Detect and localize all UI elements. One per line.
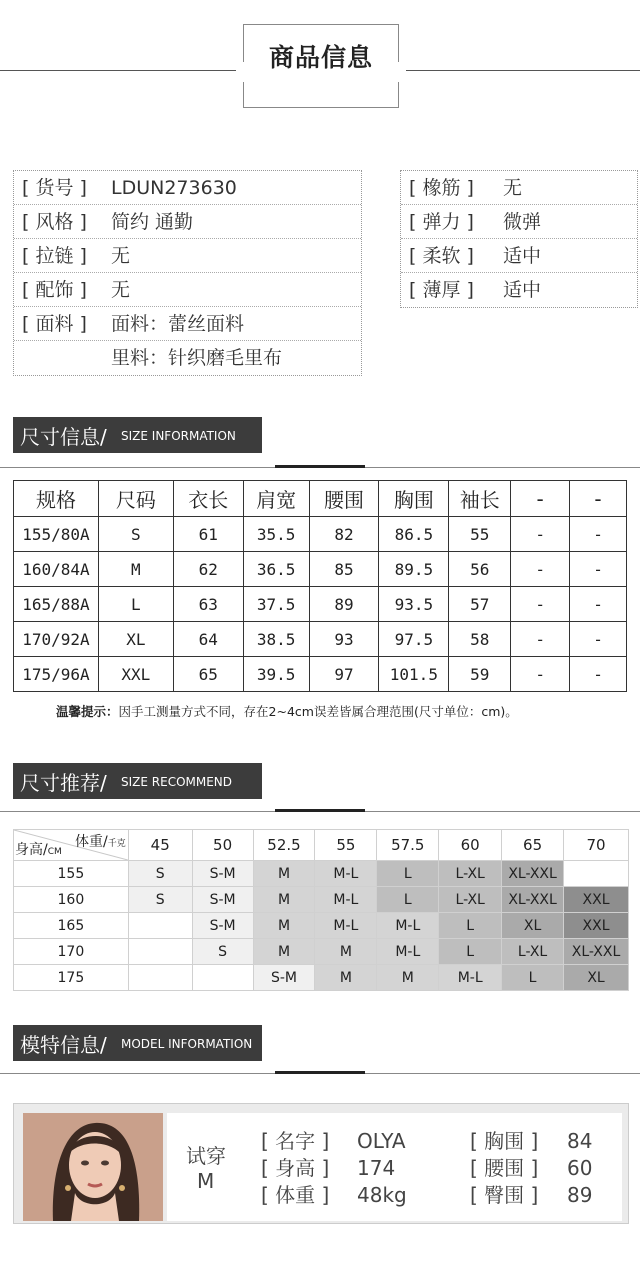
size-cell: - <box>511 552 570 587</box>
weight-header-cell: 65 <box>502 830 564 861</box>
size-header-cell: 腰围 <box>309 481 379 517</box>
recommend-cell <box>128 965 192 991</box>
recommend-cell <box>128 913 192 939</box>
size-cell: 89 <box>309 587 379 622</box>
height-cell: 165 <box>14 913 129 939</box>
table-row <box>14 913 629 939</box>
size-cell: S <box>98 517 173 552</box>
recommend-cell: S-M <box>192 913 253 939</box>
info-value: 简约 通勤 <box>111 211 194 233</box>
table-row <box>14 517 627 552</box>
size-cell: 39.5 <box>243 657 309 692</box>
size-table <box>13 480 627 692</box>
size-cell: L <box>98 587 173 622</box>
info-key: [ 柔软 ] <box>409 245 474 267</box>
size-cell: - <box>511 622 570 657</box>
heading-en: SIZE INFORMATION <box>121 429 236 443</box>
size-cell: - <box>511 587 570 622</box>
height-cell: 160 <box>14 887 129 913</box>
recommend-cell: S <box>128 861 192 887</box>
try-label: 试穿 <box>186 1144 226 1168</box>
size-cell: XXL <box>98 657 173 692</box>
size-cell: 62 <box>173 552 243 587</box>
height-value: 174 <box>357 1156 396 1180</box>
size-cell: 160/84A <box>14 552 99 587</box>
size-info-heading <box>13 417 262 453</box>
size-cell: 93 <box>309 622 379 657</box>
recommend-cell: M <box>377 965 439 991</box>
recommend-cell: M-L <box>439 965 502 991</box>
info-value: 适中 <box>503 279 542 301</box>
model-card <box>13 1103 629 1224</box>
size-cell: 57 <box>449 587 511 622</box>
size-cell: 37.5 <box>243 587 309 622</box>
info-key: [ 面料 ] <box>22 313 87 335</box>
size-cell: 170/92A <box>14 622 99 657</box>
recommend-cell: L-XL <box>439 861 502 887</box>
size-cell: 55 <box>449 517 511 552</box>
info-row-zipper <box>14 239 361 273</box>
recommend-cell: M <box>253 939 315 965</box>
heading-en: SIZE RECOMMEND <box>121 775 233 789</box>
recommend-cell: S <box>192 939 253 965</box>
size-recommend-heading <box>13 763 262 799</box>
size-tip <box>56 702 518 720</box>
table-row <box>14 657 627 692</box>
size-header-cell: - <box>570 481 627 517</box>
recommend-cell: M <box>253 913 315 939</box>
info-key: [ 橡筋 ] <box>409 177 474 199</box>
recommend-cell: M-L <box>377 939 439 965</box>
size-cell: 86.5 <box>379 517 449 552</box>
model-portrait-image <box>23 1113 163 1221</box>
recommend-cell <box>128 939 192 965</box>
recommend-cell: M <box>315 939 377 965</box>
section-mark <box>275 465 365 468</box>
height-key: [ 身高 ] <box>261 1156 330 1180</box>
try-size: M <box>197 1169 215 1193</box>
info-value: 适中 <box>503 245 542 267</box>
tip-label: 温馨提示： <box>56 704 119 719</box>
table-row <box>14 887 629 913</box>
size-cell: - <box>570 517 627 552</box>
size-cell: 165/88A <box>14 587 99 622</box>
size-header-cell: 衣长 <box>173 481 243 517</box>
table-row <box>14 552 627 587</box>
info-key: [ 薄厚 ] <box>409 279 474 301</box>
recommend-cell: M-L <box>377 913 439 939</box>
info-value: 面料：蕾丝面料 <box>111 313 245 335</box>
recommend-cell: L <box>502 965 564 991</box>
size-cell: 85 <box>309 552 379 587</box>
recommend-cell: L <box>439 913 502 939</box>
waist-value: 60 <box>567 1156 593 1180</box>
recommend-header-row <box>14 830 629 861</box>
bust-key: [ 胸围 ] <box>470 1129 539 1153</box>
corner-height-label: 身高/CM <box>15 842 62 858</box>
size-cell: 56 <box>449 552 511 587</box>
recommend-cell: S-M <box>192 861 253 887</box>
heading-cn: 模特信息/ <box>20 1033 107 1057</box>
size-recommend-table <box>13 829 629 991</box>
table-row <box>14 587 627 622</box>
size-cell: 93.5 <box>379 587 449 622</box>
size-cell: - <box>511 657 570 692</box>
recommend-cell: L-XL <box>502 939 564 965</box>
recommend-cell: XL-XXL <box>502 861 564 887</box>
size-cell: 38.5 <box>243 622 309 657</box>
info-key: [ 风格 ] <box>22 211 87 233</box>
info-value: LDUN273630 <box>111 177 237 199</box>
size-cell: 155/80A <box>14 517 99 552</box>
table-row <box>14 965 629 991</box>
size-header-cell: 胸围 <box>379 481 449 517</box>
height-cell: 175 <box>14 965 129 991</box>
heading-cn: 尺寸信息/ <box>20 425 107 449</box>
info-row-style <box>14 205 361 239</box>
model-info-heading <box>13 1025 262 1061</box>
size-cell: - <box>570 657 627 692</box>
weight-key: [ 体重 ] <box>261 1183 330 1207</box>
size-cell: - <box>570 552 627 587</box>
waist-key: [ 腰围 ] <box>470 1156 539 1180</box>
info-row-elastic-band <box>401 171 637 205</box>
size-cell: 35.5 <box>243 517 309 552</box>
info-row-accessory <box>14 273 361 307</box>
heading-cn: 尺寸推荐/ <box>20 771 107 795</box>
info-value: 无 <box>111 245 131 267</box>
size-cell: XL <box>98 622 173 657</box>
size-cell: - <box>511 517 570 552</box>
size-cell: 175/96A <box>14 657 99 692</box>
recommend-cell: S-M <box>253 965 315 991</box>
height-cell: 170 <box>14 939 129 965</box>
info-key: [ 货号 ] <box>22 177 87 199</box>
size-cell: 82 <box>309 517 379 552</box>
weight-header-cell: 52.5 <box>253 830 315 861</box>
page-title: 商品信息 <box>268 43 373 72</box>
recommend-cell: S <box>128 887 192 913</box>
table-row <box>14 622 627 657</box>
info-value: 里料：针织磨毛里布 <box>111 347 283 369</box>
recommend-cell: XL-XXL <box>564 939 629 965</box>
recommend-cell: M-L <box>315 861 377 887</box>
recommend-cell: XL-XXL <box>502 887 564 913</box>
size-cell: 61 <box>173 517 243 552</box>
recommend-cell <box>192 965 253 991</box>
size-header-cell: 尺码 <box>98 481 173 517</box>
size-header-cell: - <box>511 481 570 517</box>
info-row-stretch <box>401 205 637 239</box>
product-info-left <box>13 170 362 376</box>
size-cell: 89.5 <box>379 552 449 587</box>
size-cell: 97 <box>309 657 379 692</box>
table-row <box>14 861 629 887</box>
info-value: 无 <box>111 279 131 301</box>
info-row-thickness <box>401 273 637 307</box>
size-cell: 58 <box>449 622 511 657</box>
recommend-cell: XXL <box>564 887 629 913</box>
hip-key: [ 臀围 ] <box>470 1183 539 1207</box>
info-key: [ 配饰 ] <box>22 279 87 301</box>
info-value: 无 <box>503 177 523 199</box>
recommend-cell: M-L <box>315 913 377 939</box>
size-cell: 36.5 <box>243 552 309 587</box>
recommend-cell: XL <box>502 913 564 939</box>
tip-text: 因手工测量方式不同，存在2~4cm误差皆属合理范围(尺寸单位：cm)。 <box>118 704 518 719</box>
height-cell: 155 <box>14 861 129 887</box>
size-cell: 101.5 <box>379 657 449 692</box>
size-table-header <box>14 481 627 517</box>
bust-value: 84 <box>567 1129 593 1153</box>
heading-en: MODEL INFORMATION <box>121 1037 253 1051</box>
recommend-cell: XXL <box>564 913 629 939</box>
product-info-right <box>400 170 638 308</box>
section-mark <box>275 1071 365 1074</box>
recommend-cell: M <box>253 861 315 887</box>
recommend-cell: L <box>439 939 502 965</box>
model-photo <box>23 1113 163 1221</box>
name-value: OLYA <box>357 1129 406 1153</box>
size-cell: 64 <box>173 622 243 657</box>
weight-header-cell: 60 <box>439 830 502 861</box>
table-row <box>14 939 629 965</box>
size-header-cell: 袖长 <box>449 481 511 517</box>
info-row-softness <box>401 239 637 273</box>
recommend-cell: L <box>377 861 439 887</box>
size-cell: 97.5 <box>379 622 449 657</box>
recommend-cell: S-M <box>192 887 253 913</box>
size-header-cell: 规格 <box>14 481 99 517</box>
corner-weight-label: 体重/千克 <box>75 834 126 850</box>
section-mark <box>275 809 365 812</box>
size-cell: 63 <box>173 587 243 622</box>
weight-header-cell: 70 <box>564 830 629 861</box>
info-value: 微弹 <box>503 211 542 233</box>
recommend-cell: M <box>253 887 315 913</box>
info-row-lining <box>14 341 361 375</box>
weight-header-cell: 57.5 <box>377 830 439 861</box>
hip-value: 89 <box>567 1183 593 1207</box>
info-row-sku <box>14 171 361 205</box>
weight-header-cell: 50 <box>192 830 253 861</box>
size-cell: - <box>570 587 627 622</box>
size-header-cell: 肩宽 <box>243 481 309 517</box>
recommend-cell <box>564 861 629 887</box>
recommend-cell: M <box>315 965 377 991</box>
info-row-fabric <box>14 307 361 341</box>
size-cell: - <box>570 622 627 657</box>
weight-header-cell: 45 <box>128 830 192 861</box>
weight-header-cell: 55 <box>315 830 377 861</box>
size-cell: M <box>98 552 173 587</box>
name-key: [ 名字 ] <box>261 1129 330 1153</box>
recommend-cell: M-L <box>315 887 377 913</box>
weight-value: 48kg <box>357 1183 407 1207</box>
size-cell: 59 <box>449 657 511 692</box>
table-corner <box>14 830 129 861</box>
recommend-cell: L <box>377 887 439 913</box>
info-key: [ 拉链 ] <box>22 245 87 267</box>
recommend-cell: XL <box>564 965 629 991</box>
info-key: [ 弹力 ] <box>409 211 474 233</box>
recommend-cell: L-XL <box>439 887 502 913</box>
size-cell: 65 <box>173 657 243 692</box>
